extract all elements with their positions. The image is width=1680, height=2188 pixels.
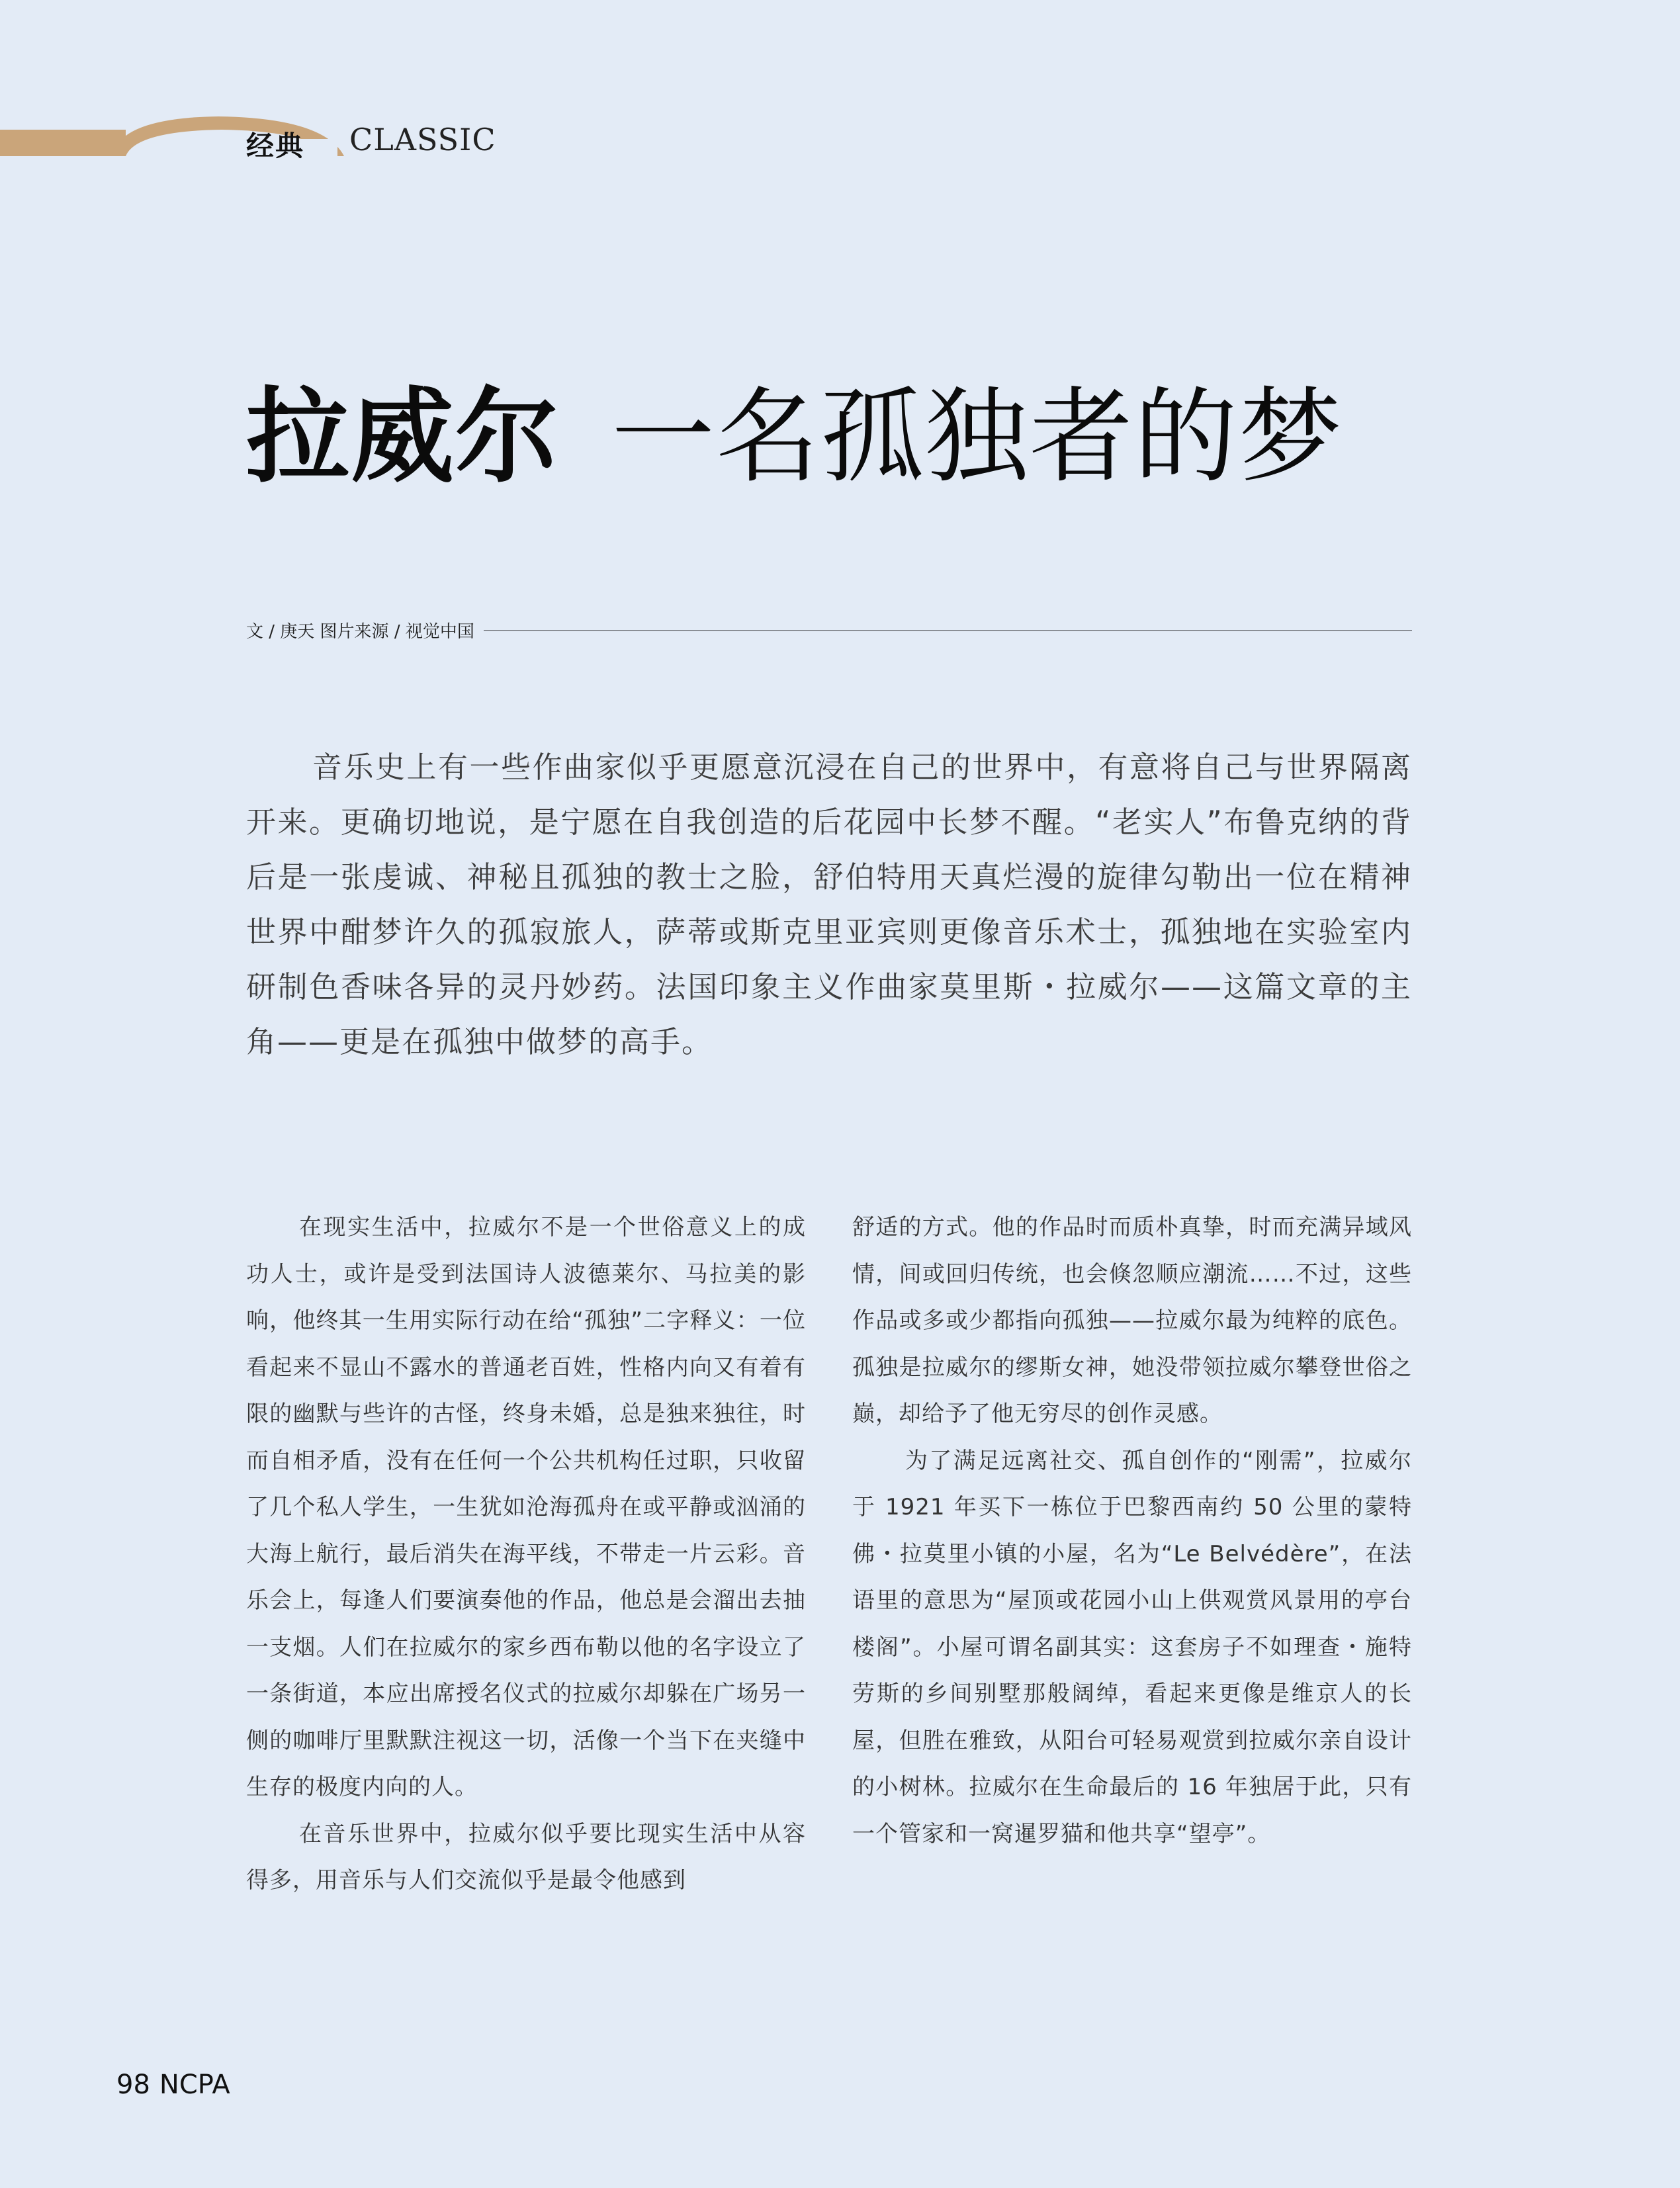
article-title [246,376,1343,497]
body-paragraph: 在音乐世界中，拉威尔似乎要比现实生活中从容得多，用音乐与人们交流似乎是最令他感到 [246,1820,806,1894]
page-footer [116,2070,230,2100]
body-paragraph: 为了满足远离社交、孤自创作的“刚需”，拉威尔于 1921 年买下一栋位于巴黎西南约 50 公里的蒙特佛・拉莫里小镇的小屋，名为“Le Belvédère”，在法语里的意思为“屋顶或花园小山上供观赏风景用的亭台楼阁”。小屋可谓名副其实：这套房子不如理查・施特劳斯的乡间别墅那般阔绰，看起来更像是维京人的长屋，但胜在雅致，从阳台可轻易观赏到拉威尔亲自设计的小树林。拉威尔在生命最后的 16 年独居于此，只有一个管家和一窝暹罗猫和他共享“望亭”。 [852,1447,1412,1847]
section-label-en: CLASSIC [349,122,496,157]
body-paragraph: 在现实生活中，拉威尔不是一个世俗意义上的成功人士，或许是受到法国诗人波德莱尔、马拉美的影响，他终其一生用实际行动在给“孤独”二字释义：一位看起来不显山不露水的普通老百姓，性格内向又有着有限的幽默与些许的古怪，终身未婚，总是独来独往，时而自相矛盾，没有在任何一个公共机构任过职，只收留了几个私人学生，一生犹如沧海孤舟在或平静或汹涌的大海上航行，最后消失在海平线，不带走一片云彩。音乐会上，每逢人们要演奏他的作品，他总是会溜出去抽一支烟。人们在拉威尔的家乡西布勒以他的名字设立了一条街道，本应出席授名仪式的拉威尔却躲在广场另一侧的咖啡厅里默默注视这一切，活像一个当下在夹缝中生存的极度内向的人。 [246,1214,806,1800]
body-column-left [246,1204,806,1904]
section-label-zh: 经典 [246,130,305,162]
body-column-right [852,1204,1412,1857]
credit-divider [484,630,1412,631]
page-number: 98 [116,2070,150,2100]
intro-paragraph: 音乐史上有一些作曲家似乎更愿意沉浸在自己的世界中，有意将自己与世界隔离开来。更确切地说，是宁愿在自我创造的后花园中长梦不醒。“老实人”布鲁克纳的背后是一张虔诚、神秘且孤独的教士之脸，舒伯特用天真烂漫的旋律勾勒出一位在精神世界中酣梦许久的孤寂旅人，萨蒂或斯克里亚宾则更像音乐术士，孤独地在实验室内研制色香味各异的灵丹妙药。法国印象主义作曲家莫里斯・拉威尔——这篇文章的主角——更是在孤独中做梦的高手。 [246,750,1412,1059]
credit-line [246,618,1412,642]
title-light-part: 一名孤独者的梦 [611,376,1343,497]
title-bold-part: 拉威尔 [246,376,560,497]
body-paragraph: 舒适的方式。他的作品时而质朴真挚，时而充满异域风情，间或回归传统，也会倏忽顺应潮流……不过，这些作品或多或少都指向孤独——拉威尔最为纯粹的底色。孤独是拉威尔的缪斯女神，她没带领拉威尔攀登世俗之巅，却给予了他无穷尽的创作灵感。 [852,1214,1412,1427]
credit-text: 文 / 庚天 图片来源 / 视觉中国 [246,622,474,642]
magazine-name: NCPA [159,2070,230,2100]
